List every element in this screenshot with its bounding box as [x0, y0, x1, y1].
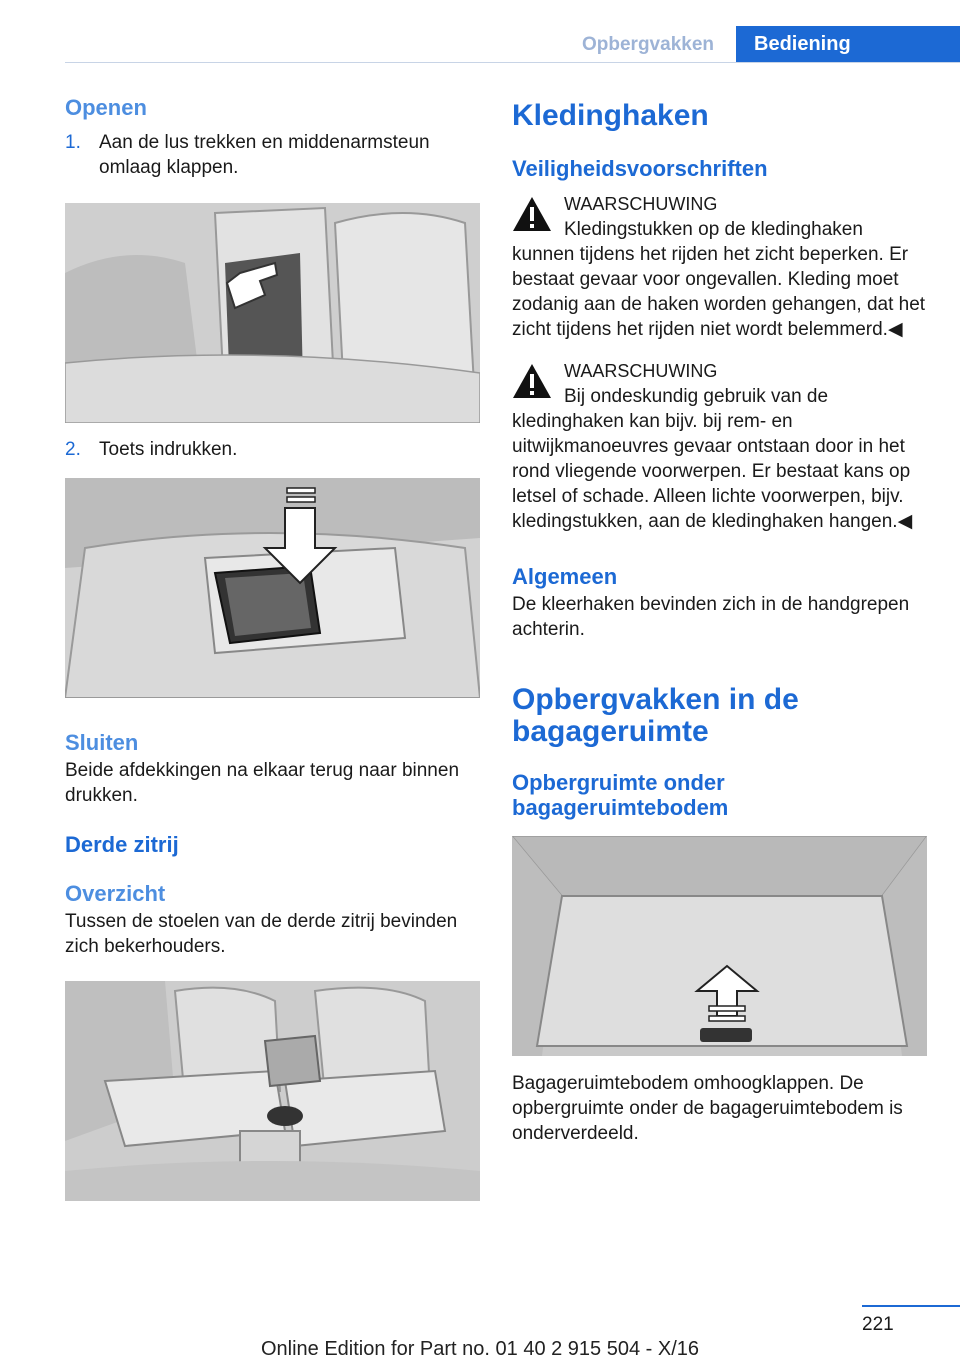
left-column — [65, 95, 480, 1201]
warning-2-title: WAARSCHUWING — [564, 361, 718, 381]
step-2-text: Toets indrukken. — [99, 439, 238, 460]
bagageruimte-heading: Opbergvakken in de bagageruimte — [512, 683, 799, 748]
warning-2 — [512, 359, 930, 534]
armrest-image — [65, 203, 480, 423]
overzicht-heading: Overzicht — [65, 881, 166, 906]
step-2 — [65, 437, 480, 462]
step-1-number: 1. — [65, 132, 81, 153]
cupholder-image — [65, 981, 480, 1201]
warning-1-text: Kledingstukken op de kledinghaken kunnen tijdens het rijden het zicht beperken. Er bestaat gevaar voor ongevallen. Kleding moet zodanig aan de haken worden gehangen, dat het zicht tijdens het rijden niet wordt belemmerd.◀ — [512, 219, 926, 340]
sluiten-text: Beide afdekkingen na elkaar terug naar binnen drukken. — [65, 760, 460, 806]
openen-heading: Openen — [65, 95, 147, 120]
step-1-text: Aan de lus trekken en middenarmsteun omlaag klappen. — [99, 132, 430, 178]
overzicht-text: Tussen de stoelen van de derde zitrij bevinden zich bekerhouders. — [65, 911, 458, 957]
derde-zitrij-heading: Derde zitrij — [65, 832, 179, 857]
luggage-floor-image — [512, 836, 927, 1056]
opbergruimte-onder-text: Bagageruimtebodem omhoogklappen. De opbergruimte onder de bagageruimtebodem is onderverdeeld. — [512, 1073, 903, 1144]
warning-triangle-icon — [512, 363, 552, 399]
button-image — [65, 478, 480, 698]
step-2-number: 2. — [65, 439, 81, 460]
header-rule — [65, 62, 960, 63]
warning-triangle-icon — [512, 196, 552, 232]
step-1 — [65, 130, 480, 180]
right-column — [512, 100, 930, 1146]
opbergruimte-onder-heading: Opbergruimte onder bagageruimtebodem — [512, 770, 729, 820]
page-number: 221 — [862, 1314, 894, 1335]
kledinghaken-heading: Kledinghaken — [512, 99, 709, 132]
veiligheidsvoorschriften-heading: Veiligheidsvoorschriften — [512, 156, 768, 181]
algemeen-heading: Algemeen — [512, 564, 618, 589]
warning-1-title: WAARSCHUWING — [564, 194, 718, 214]
algemeen-text: De kleerhaken bevinden zich in de handgrepen achterin. — [512, 594, 910, 640]
header-chapter-tab: Bediening — [736, 26, 960, 62]
warning-1 — [512, 192, 930, 342]
header-section-tab: Opbergvakken — [582, 34, 714, 55]
sluiten-heading: Sluiten — [65, 730, 139, 755]
footer-rule — [862, 1305, 960, 1307]
warning-2-text: Bij ondeskundig gebruik van de kledinghaken kan bijv. bij rem- en uitwijkmanoeuvres gevaar ontstaan door in het rond vliegende voorwerpen. Er bestaat kans op letsel of schade. Alleen lichte voorwerpen, bijv. kledingstukken, aan de kledinghaken hangen.◀ — [512, 386, 913, 532]
footer-edition: Online Edition for Part no. 01 40 2 915 504 - X/16 — [260, 1338, 700, 1360]
